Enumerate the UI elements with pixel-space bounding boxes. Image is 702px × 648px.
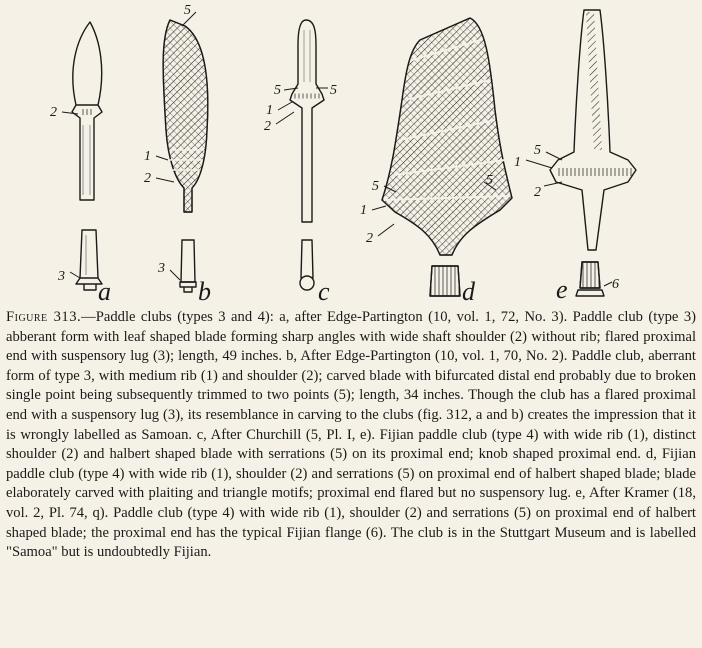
figure-label: Figure 313. <box>6 309 82 325</box>
club-b <box>163 20 208 292</box>
svg-text:2: 2 <box>366 231 373 246</box>
svg-text:2: 2 <box>144 171 151 186</box>
svg-text:5: 5 <box>330 83 337 98</box>
svg-text:5: 5 <box>534 143 541 158</box>
svg-text:2: 2 <box>534 185 541 200</box>
svg-text:5: 5 <box>486 173 493 188</box>
club-e <box>550 10 636 296</box>
svg-text:5: 5 <box>184 3 191 18</box>
svg-text:1: 1 <box>144 149 151 164</box>
svg-text:d: d <box>462 277 475 305</box>
caption-text: —Paddle clubs (types 3 and 4): a, after Edge-Partington (10, vol. 1, 72, No. 3). Paddle club (type 3) abberant form with leaf shaped blade forming sharp angles with wide shaft shoulder (2) without rib; flared proximal end with suspensory lug (3); length, 49 inches. b, After Edge-Partington (10, vol. 1, 70, No. 2). Paddle club, aberrant form of type 3, with medium rib (1) and shoulder (2); carved blade with bifurcated distal end probably due to broken single point being subsequently trimmed to two points (5); length, 34 inches. Though the club has a flared proximal end with a suspensory lug (3), its resemblance in carving to the clubs (fig. 312, a and b) creates the impression that it is wrongly labelled as Samoan. c, After Churchill (5, Pl. I, e). Fijian paddle club (type 4) with wide rib (1), distinct shoulder (2) and halbert shaped blade with serrations (5) on its proximal end; knob shaped proximal end. d, Fijian paddle club (type 4) with wide rib (1), shoulder (2) and serrations (5) on proximal end of halbert shaped blade; blade elaborately carved with plaiting and triangle motifs; proximal end flared but no suspensory lug. e, After Kramer (18, vol. 2, Pl. 74, q). Paddle club (type 4) with wide rib (1), shoulder (2) and serrations (5) on proximal end of halbert shaped blade; the proximal end has the typical Fijian flange (6). The club is in the Stuttgart Museum and is labelled "Samoa" but is undoubtedly Fijian. <box>6 309 697 561</box>
club-a <box>72 22 102 290</box>
club-d <box>382 18 512 296</box>
svg-text:e: e <box>556 275 568 304</box>
svg-text:2: 2 <box>264 119 271 134</box>
svg-text:1: 1 <box>514 155 521 170</box>
svg-text:6: 6 <box>612 277 619 292</box>
svg-text:5: 5 <box>372 179 379 194</box>
svg-text:3: 3 <box>58 269 65 284</box>
svg-text:1: 1 <box>266 103 273 118</box>
club-c <box>290 20 324 290</box>
svg-text:3: 3 <box>158 261 165 276</box>
svg-text:5: 5 <box>274 83 281 98</box>
svg-text:c: c <box>318 277 330 305</box>
svg-text:1: 1 <box>360 203 367 218</box>
svg-text:a: a <box>98 277 111 305</box>
svg-text:2: 2 <box>50 105 57 120</box>
svg-text:b: b <box>198 277 211 305</box>
figure-313-illustration <box>0 0 702 305</box>
figure-caption <box>6 308 696 563</box>
